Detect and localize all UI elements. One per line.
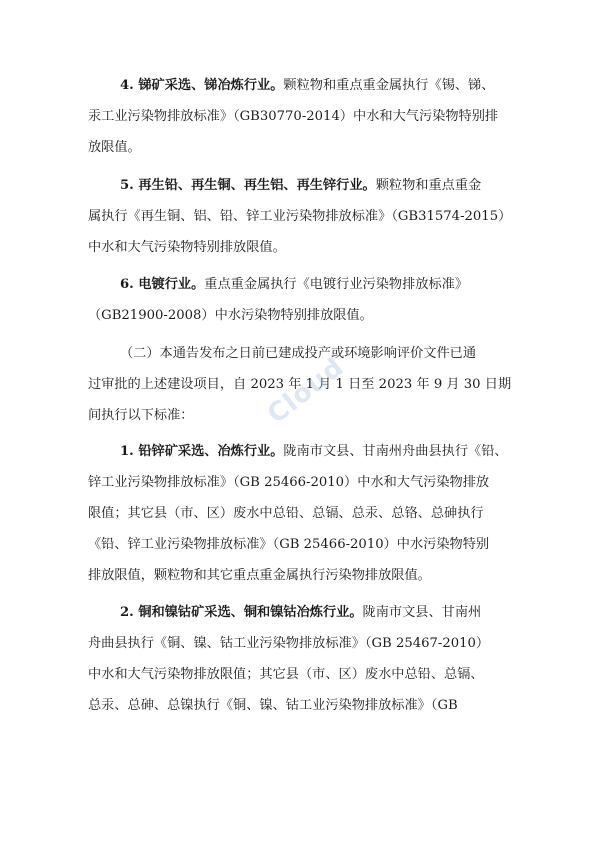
body-text: 重点重金属执行《电镀行业污染物排放标准》 bbox=[204, 277, 469, 292]
body-text: 颗粒物和重点重金 bbox=[375, 178, 482, 193]
bold-heading-text: 5. 再生铅、再生铜、再生铝、再生锌行业。 bbox=[120, 178, 376, 193]
text-line bbox=[88, 300, 518, 331]
bold-heading-text: 4. 锑矿采选、锑冶炼行业。 bbox=[120, 78, 284, 93]
bold-heading-text: 1. 铅锌矿采选、冶炼行业。 bbox=[120, 444, 284, 459]
paragraph-lead-zinc bbox=[88, 436, 518, 591]
paragraph-section-two bbox=[88, 338, 518, 431]
body-text: 汞工业污染物排放标准》（GB30770-2014）中水和大气污染物特别排 bbox=[88, 109, 499, 124]
text-line bbox=[88, 369, 518, 400]
cloud-watermark: Cloud bbox=[262, 352, 350, 430]
text-line bbox=[88, 628, 518, 659]
text-line bbox=[88, 70, 518, 101]
text-line bbox=[88, 101, 518, 132]
paragraph-electroplating bbox=[88, 269, 518, 331]
body-text: 《铅、锌工业污染物排放标准》（GB 25466-2010）中水污染物特别 bbox=[88, 537, 490, 552]
body-text: 排放限值，颗粒物和其它重点重金属执行污染物排放限值。 bbox=[88, 568, 431, 583]
text-line bbox=[88, 498, 518, 529]
text-line bbox=[88, 170, 518, 201]
paragraph-copper-nickel bbox=[88, 597, 518, 721]
body-text: （GB21900-2008）中水污染物特别排放限值。 bbox=[88, 308, 373, 323]
text-line bbox=[88, 269, 518, 300]
body-text: （二）本通告发布之日前已建成投产或环境影响评价文件已通 bbox=[120, 346, 477, 361]
text-line bbox=[88, 201, 518, 232]
body-text: 颗粒物和重点重金属执行《锡、锑、 bbox=[283, 78, 495, 93]
text-line bbox=[88, 597, 518, 628]
body-text: 中水和大气污染物排放限值；其它县（市、区）废水中总铅、总镉、 bbox=[88, 667, 484, 682]
body-text: 总汞、总砷、总镍执行《铜、镍、钴工业污染物排放标准》（GB bbox=[88, 698, 458, 713]
text-line bbox=[88, 659, 518, 690]
body-text: 放限值。 bbox=[88, 140, 141, 155]
body-text: 过审批的上述建设项目，自 2023 年 1 月 1 日至 2023 年 9 月 30 日期 bbox=[88, 377, 512, 392]
text-line bbox=[88, 436, 518, 467]
bold-heading-text: 6. 电镀行业。 bbox=[120, 277, 205, 292]
body-text: 锌工业污染物排放标准》（GB 25466-2010）中水和大气污染物排放 bbox=[88, 475, 490, 490]
text-line bbox=[88, 232, 518, 263]
bold-heading-text: 2. 铜和镍钴矿采选、铜和镍钴冶炼行业。 bbox=[120, 605, 363, 620]
body-text: 陇南市文县、甘南州舟曲县执行《铅、 bbox=[283, 444, 508, 459]
body-text: 限值；其它县（市、区）废水中总铅、总镉、总汞、总铬、总砷执行 bbox=[88, 506, 484, 521]
body-text: 舟曲县执行《铜、镍、钴工业污染物排放标准》（GB 25467-2010） bbox=[88, 636, 490, 651]
text-line bbox=[88, 400, 518, 431]
text-line bbox=[88, 467, 518, 498]
body-text: 陇南市文县、甘南州 bbox=[362, 605, 482, 620]
text-line bbox=[88, 338, 518, 369]
text-line bbox=[88, 690, 518, 721]
text-line bbox=[88, 560, 518, 591]
body-text: 间执行以下标准： bbox=[88, 408, 194, 423]
text-line bbox=[88, 529, 518, 560]
body-text: 属执行《再生铜、铝、铅、锌工业污染物排放标准》（GB31574-2015） bbox=[88, 209, 512, 224]
text-line bbox=[88, 132, 518, 163]
paragraph-recycled-metals bbox=[88, 170, 518, 263]
body-text: 中水和大气污染物特别排放限值。 bbox=[88, 240, 286, 255]
paragraph-antimony bbox=[88, 70, 518, 163]
